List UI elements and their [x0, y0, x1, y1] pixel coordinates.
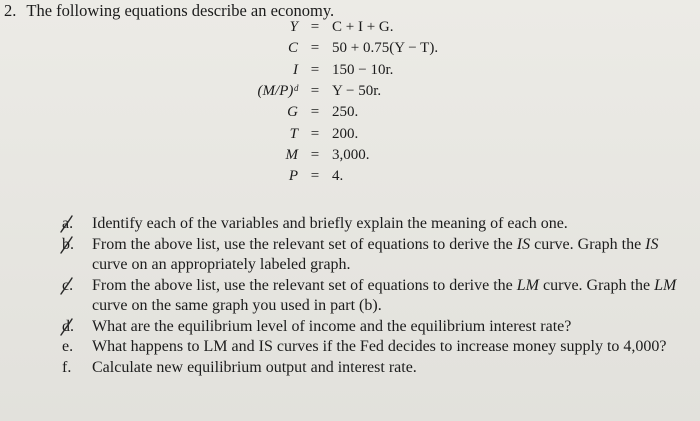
part-text-segment: curve. Graph the [530, 235, 646, 253]
part-letter: f. [62, 358, 72, 376]
equation-row [232, 166, 438, 187]
equation-lhs: Y [289, 19, 298, 36]
equation-operator: = [310, 40, 320, 57]
equation-lhs: C [287, 40, 298, 57]
question-part [62, 235, 682, 276]
part-text-segment: From the above list, use the relevant set of equations to derive the [92, 276, 517, 294]
equation-lhs: M [285, 146, 298, 163]
equation-row [232, 123, 438, 144]
curve-term: IS [516, 235, 531, 253]
part-letter: c. [62, 276, 74, 294]
equation-row [232, 60, 438, 81]
part-text-segment: curve on the same graph you used in part (b). [92, 297, 382, 314]
equation-row [232, 81, 438, 102]
question-part [62, 214, 682, 235]
part-text-segment: Calculate new equilibrium output and interest rate. [92, 358, 417, 376]
equation-operator: = [310, 168, 320, 185]
curve-term: LM [516, 276, 540, 294]
equation-operator: = [310, 125, 320, 142]
equation-row [232, 17, 438, 38]
question-parts [62, 214, 682, 378]
question-part [62, 276, 682, 317]
equation-row [232, 102, 438, 123]
part-text-segment: From the above list, use the relevant set of equations to derive the [92, 235, 517, 253]
part-marker [62, 317, 92, 338]
part-text [92, 337, 682, 358]
part-letter: e. [62, 338, 74, 355]
equation-row [232, 38, 438, 59]
part-text-segment: curve on an appropriately labeled graph. [92, 256, 351, 273]
equation-operator: = [310, 19, 320, 36]
part-text [92, 317, 682, 338]
part-text [92, 235, 682, 276]
equation-rhs: 50 + 0.75(Y − T). [332, 40, 439, 57]
equation-rhs: 3,000. [332, 146, 370, 163]
part-marker [62, 214, 92, 235]
equation-operator: = [310, 61, 320, 78]
equation-operator: = [310, 83, 320, 100]
part-text [92, 214, 682, 235]
part-marker [62, 276, 92, 317]
equation-lhs: I [293, 61, 298, 78]
equation-rhs: 200. [332, 125, 359, 142]
equation-operator: = [310, 104, 320, 121]
part-text-segment: What are the equilibrium level of income and the equilibrium interest rate? [92, 317, 572, 335]
part-text-segment: Identify each of the variables and briefly explain the meaning of each one. [92, 215, 568, 232]
part-letter: b. [62, 235, 74, 253]
equation-rhs: C + I + G. [332, 19, 394, 36]
equation-list [232, 17, 438, 187]
question-part [62, 317, 682, 338]
part-letter: d. [62, 317, 74, 335]
question-part [62, 337, 682, 358]
question-number: 2. [4, 1, 17, 20]
equation-operator: = [310, 146, 320, 163]
part-text [92, 276, 682, 317]
part-text [92, 358, 682, 379]
equation-lhs: (M/P)ᵈ [257, 83, 298, 100]
equation-rhs: 150 − 10r. [332, 61, 394, 78]
equation-rhs: 4. [332, 168, 344, 185]
part-marker [62, 358, 92, 379]
curve-term: IS [645, 235, 659, 253]
curve-term: LM [654, 276, 677, 294]
equation-rhs: 250. [332, 104, 359, 121]
part-marker [62, 337, 92, 358]
equation-lhs: T [289, 125, 298, 142]
part-text-segment: curve. Graph the [539, 276, 655, 294]
part-marker [62, 235, 92, 276]
equation-rhs: Y − 50r. [332, 83, 382, 100]
part-text-segment: What happens to LM and IS curves if the Fed decides to increase money supply to 4,000? [92, 338, 667, 355]
part-letter: a. [62, 215, 74, 232]
question-part [62, 358, 682, 379]
question-intro: The following equations describe an economy. [26, 1, 335, 20]
equation-lhs: P [288, 168, 298, 185]
equation-row [232, 145, 438, 166]
equation-lhs: G [287, 104, 298, 121]
